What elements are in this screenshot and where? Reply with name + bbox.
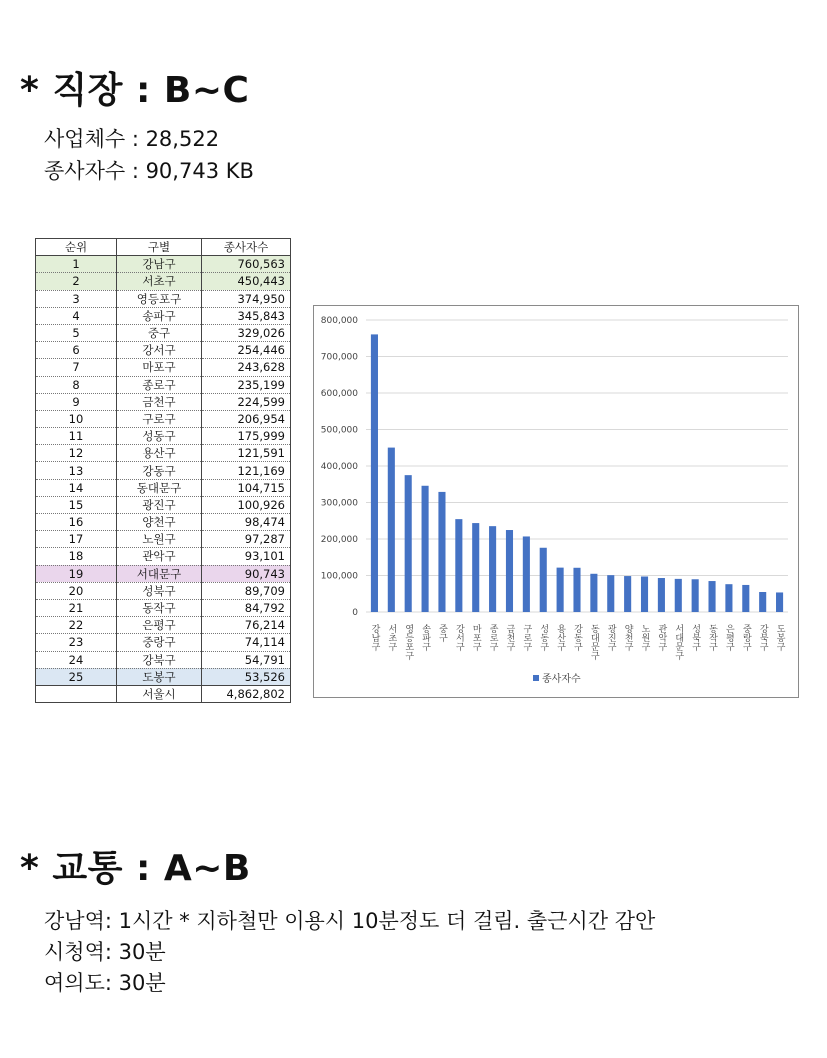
- district-cell: 용산구: [117, 445, 202, 462]
- employees-cell: 97,287: [202, 531, 291, 548]
- table-row: [36, 376, 291, 393]
- cityhall-commute-text: 시청역: 30분: [44, 940, 166, 964]
- x-tick-label: 성동구: [538, 624, 549, 651]
- employees-cell: 235,199: [202, 376, 291, 393]
- employees-cell: 104,715: [202, 479, 291, 496]
- rank-cell: 3: [36, 290, 117, 307]
- table-row: [36, 668, 291, 685]
- district-cell: 도봉구: [117, 668, 202, 685]
- rank-cell: 8: [36, 376, 117, 393]
- employees-cell: 121,591: [202, 445, 291, 462]
- y-tick-label: 200,000: [320, 535, 358, 545]
- rank-cell: 11: [36, 428, 117, 445]
- bar-성동구: [540, 548, 547, 612]
- rank-cell: 17: [36, 531, 117, 548]
- employees-cell: 54,791: [202, 651, 291, 668]
- employees-cell: 254,446: [202, 342, 291, 359]
- bar-서초구: [388, 448, 395, 612]
- y-tick-label: 400,000: [320, 462, 358, 472]
- y-tick-label: 600,000: [320, 389, 358, 399]
- x-tick-label: 구로구: [521, 624, 532, 651]
- district-cell: 은평구: [117, 617, 202, 634]
- bar-도봉구: [776, 592, 783, 612]
- rank-cell: 6: [36, 342, 117, 359]
- table-row: [36, 617, 291, 634]
- x-tick-label: 강남구: [369, 624, 380, 651]
- header-rank: 순위: [36, 239, 117, 256]
- rank-cell: 18: [36, 548, 117, 565]
- total-rank-cell: [36, 685, 117, 702]
- employees-cell: 450,443: [202, 273, 291, 290]
- district-cell: 서대문구: [117, 565, 202, 582]
- bar-양천구: [624, 576, 631, 612]
- district-cell: 강서구: [117, 342, 202, 359]
- employees-cell: 224,599: [202, 393, 291, 410]
- rank-cell: 22: [36, 617, 117, 634]
- rank-cell: 19: [36, 565, 117, 582]
- bar-용산구: [557, 568, 564, 612]
- bar-중랑구: [742, 585, 749, 612]
- rank-cell: 13: [36, 462, 117, 479]
- x-tick-label: 서초구: [386, 624, 397, 651]
- y-tick-label: 800,000: [320, 316, 358, 326]
- x-tick-label: 도봉구: [774, 624, 785, 651]
- bar-마포구: [472, 523, 479, 612]
- table-row: [36, 256, 291, 273]
- employees-cell: 89,709: [202, 582, 291, 599]
- district-cell: 강남구: [117, 256, 202, 273]
- bar-송파구: [422, 486, 429, 612]
- rank-cell: 10: [36, 410, 117, 427]
- employees-cell: 98,474: [202, 514, 291, 531]
- header-employees: 종사자수: [202, 239, 291, 256]
- rank-cell: 21: [36, 599, 117, 616]
- rank-cell: 4: [36, 307, 117, 324]
- employees-cell: 74,114: [202, 634, 291, 651]
- x-tick-label: 강동구: [572, 624, 582, 651]
- rank-cell: 24: [36, 651, 117, 668]
- bar-강남구: [371, 334, 378, 612]
- x-tick-label: 광진구: [605, 624, 616, 651]
- table-row: [36, 479, 291, 496]
- x-tick-label: 마포구: [470, 624, 481, 651]
- table-row: [36, 273, 291, 290]
- rank-cell: 7: [36, 359, 117, 376]
- bar-강동구: [573, 568, 580, 612]
- table-row: [36, 393, 291, 410]
- rank-cell: 15: [36, 496, 117, 513]
- x-tick-label: 동대문구: [588, 624, 599, 660]
- y-tick-label: 500,000: [320, 425, 358, 436]
- employees-cell: 175,999: [202, 428, 291, 445]
- district-cell: 중랑구: [117, 634, 202, 651]
- district-cell: 양천구: [117, 514, 202, 531]
- district-cell: 광진구: [117, 496, 202, 513]
- district-cell: 중구: [117, 324, 202, 341]
- total-employees-cell: 4,862,802: [202, 685, 291, 702]
- employees-cell: 329,026: [202, 324, 291, 341]
- table-row: [36, 410, 291, 427]
- rank-cell: 16: [36, 514, 117, 531]
- table-row: [36, 634, 291, 651]
- x-tick-label: 용산구: [555, 624, 566, 651]
- bar-강서구: [455, 519, 462, 612]
- district-cell: 성동구: [117, 428, 202, 445]
- legend-label: 종사자수: [542, 674, 581, 685]
- business-count-text: 사업체수 : 28,522: [44, 127, 220, 151]
- employees-cell: 93,101: [202, 548, 291, 565]
- employee-bar-chart: [313, 305, 799, 698]
- table-row: [36, 342, 291, 359]
- bar-종로구: [489, 526, 496, 612]
- bar-광진구: [607, 575, 614, 612]
- bar-은평구: [725, 584, 732, 612]
- employees-cell: 374,950: [202, 290, 291, 307]
- district-cell: 종로구: [117, 376, 202, 393]
- x-tick-label: 노원구: [639, 624, 650, 651]
- x-tick-label: 중랑구: [740, 624, 751, 651]
- x-tick-label: 관악구: [656, 624, 667, 651]
- table-row: [36, 599, 291, 616]
- district-cell: 서초구: [117, 273, 202, 290]
- district-cell: 성북구: [117, 582, 202, 599]
- bar-중구: [438, 492, 445, 612]
- employees-cell: 90,743: [202, 565, 291, 582]
- rank-cell: 12: [36, 445, 117, 462]
- bar-금천구: [506, 530, 513, 612]
- table-header-row: [36, 239, 291, 256]
- table-row: [36, 462, 291, 479]
- x-tick-label: 영등포구: [403, 624, 414, 660]
- employees-cell: 100,926: [202, 496, 291, 513]
- gangnam-commute-text: 강남역: 1시간 * 지하철만 이용시 10분정도 더 걸림. 출근시간 감안: [44, 909, 656, 933]
- x-tick-label: 금천구: [504, 624, 515, 651]
- x-tick-label: 서대문구: [673, 624, 684, 660]
- table-row: [36, 445, 291, 462]
- table-row: [36, 359, 291, 376]
- district-cell: 금천구: [117, 393, 202, 410]
- x-tick-label: 강서구: [453, 624, 464, 651]
- y-tick-label: 0: [352, 608, 358, 618]
- x-tick-label: 성북구: [690, 624, 701, 651]
- rank-cell: 20: [36, 582, 117, 599]
- district-cell: 관악구: [117, 548, 202, 565]
- x-tick-label: 중구: [436, 624, 447, 642]
- bar-동대문구: [590, 574, 597, 612]
- x-tick-label: 강북구: [757, 624, 768, 651]
- table-row: [36, 548, 291, 565]
- district-cell: 동작구: [117, 599, 202, 616]
- bar-동작구: [708, 581, 715, 612]
- district-cell: 송파구: [117, 307, 202, 324]
- table-row: [36, 514, 291, 531]
- rank-cell: 14: [36, 479, 117, 496]
- section-title-transport: * 교통 : A~B: [20, 848, 251, 889]
- rank-cell: 2: [36, 273, 117, 290]
- section-title-workplace: * 직장 : B~C: [20, 70, 250, 111]
- district-cell: 노원구: [117, 531, 202, 548]
- table-row: [36, 582, 291, 599]
- district-cell: 마포구: [117, 359, 202, 376]
- bar-영등포구: [405, 475, 412, 612]
- table-row: [36, 428, 291, 445]
- employees-cell: 53,526: [202, 668, 291, 685]
- table-row: [36, 307, 291, 324]
- table-row: [36, 565, 291, 582]
- x-tick-label: 종로구: [487, 624, 498, 651]
- bar-노원구: [641, 576, 648, 612]
- table-row: [36, 324, 291, 341]
- employee-rank-table: [35, 238, 291, 703]
- table-row: [36, 496, 291, 513]
- rank-cell: 9: [36, 393, 117, 410]
- legend-swatch: [533, 675, 539, 681]
- employees-cell: 76,214: [202, 617, 291, 634]
- total-district-cell: 서울시: [117, 685, 202, 702]
- table-row: [36, 651, 291, 668]
- district-cell: 구로구: [117, 410, 202, 427]
- employees-cell: 243,628: [202, 359, 291, 376]
- employees-cell: 121,169: [202, 462, 291, 479]
- yeouido-commute-text: 여의도: 30분: [44, 971, 166, 995]
- rank-cell: 1: [36, 256, 117, 273]
- bar-구로구: [523, 536, 530, 612]
- bar-성북구: [692, 579, 699, 612]
- bar-관악구: [658, 578, 665, 612]
- employees-cell: 760,563: [202, 256, 291, 273]
- x-tick-label: 은평구: [723, 624, 734, 651]
- district-cell: 영등포구: [117, 290, 202, 307]
- bar-서대문구: [675, 579, 682, 612]
- y-tick-label: 700,000: [320, 352, 358, 363]
- x-tick-label: 동작구: [707, 624, 718, 651]
- employees-cell: 84,792: [202, 599, 291, 616]
- table-row: [36, 290, 291, 307]
- chart-svg: [314, 306, 798, 697]
- table-total-row: [36, 685, 291, 702]
- rank-cell: 25: [36, 668, 117, 685]
- y-tick-label: 100,000: [320, 571, 358, 582]
- y-tick-label: 300,000: [320, 498, 358, 509]
- x-tick-label: 양천구: [622, 624, 633, 651]
- header-district: 구별: [117, 239, 202, 256]
- rank-cell: 23: [36, 634, 117, 651]
- employee-count-text: 종사자수 : 90,743 KB: [44, 159, 254, 183]
- x-tick-label: 송파구: [420, 624, 431, 651]
- district-cell: 강북구: [117, 651, 202, 668]
- rank-cell: 5: [36, 324, 117, 341]
- bar-강북구: [759, 592, 766, 612]
- table-row: [36, 531, 291, 548]
- employees-cell: 206,954: [202, 410, 291, 427]
- employees-cell: 345,843: [202, 307, 291, 324]
- district-cell: 강동구: [117, 462, 202, 479]
- district-cell: 동대문구: [117, 479, 202, 496]
